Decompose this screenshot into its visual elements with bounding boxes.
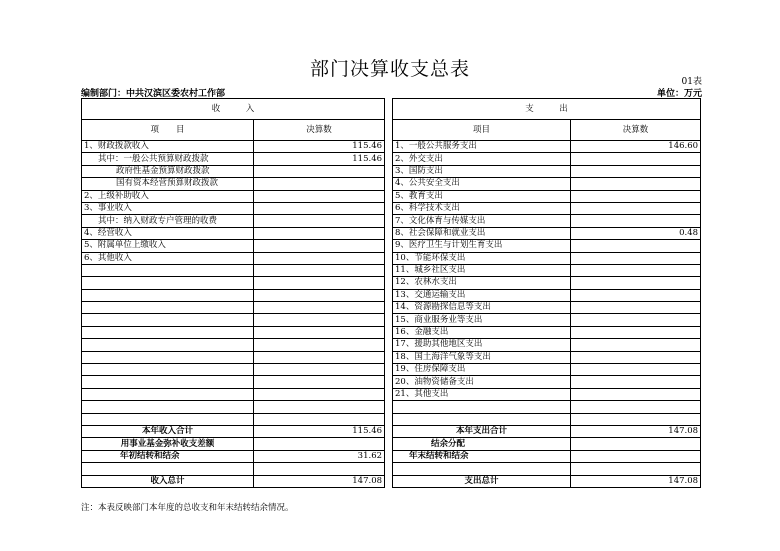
expense-amount-cell: [571, 153, 701, 165]
income-amount-cell: [254, 202, 385, 214]
income-item-cell: 其中：一般公共预算财政拨款: [82, 153, 254, 165]
expense-amount-cell: 146.60: [571, 141, 701, 153]
total-income-amount: [254, 463, 385, 475]
expense-item-cell: [393, 413, 571, 425]
table-row: [82, 202, 701, 214]
total-expense-amount: 147.08: [571, 475, 701, 487]
table-row: [82, 351, 701, 363]
income-amount-cell: [254, 376, 385, 388]
expense-item-cell: 18、国土海洋气象等支出: [393, 351, 571, 363]
income-amount-cell: [254, 302, 385, 314]
table-row: [82, 314, 701, 326]
expense-amount-cell: [571, 240, 701, 252]
total-row: [82, 438, 701, 450]
expense-amount-cell: [571, 252, 701, 264]
footnote: 注：本表反映部门本年度的总收支和年末结转结余情况。: [81, 503, 294, 513]
income-item-header: 项 目: [82, 120, 254, 141]
table-row: [82, 388, 701, 400]
income-amount-cell: [254, 413, 385, 425]
expense-item-header: 项目: [393, 120, 571, 141]
income-item-cell: [82, 364, 254, 376]
income-amount-cell: [254, 264, 385, 276]
income-item-cell: 4、经营收入: [82, 227, 254, 239]
income-amount-cell: [254, 289, 385, 301]
table-row: [82, 190, 701, 202]
total-income-label: [82, 463, 254, 475]
table-row: [82, 141, 701, 153]
table-row: [82, 413, 701, 425]
income-item-cell: [82, 264, 254, 276]
expense-item-cell: 4、公共安全支出: [393, 178, 571, 190]
income-item-cell: [82, 388, 254, 400]
income-item-cell: [82, 289, 254, 301]
expense-amount-cell: 0.48: [571, 227, 701, 239]
income-amount-cell: [254, 314, 385, 326]
expense-item-cell: 17、援助其他地区支出: [393, 339, 571, 351]
income-item-cell: 6、其他收入: [82, 252, 254, 264]
income-item-cell: 政府性基金预算财政拨款: [82, 165, 254, 177]
total-income-amount: 115.46: [254, 425, 385, 437]
income-item-cell: 其中：纳入财政专户管理的收费: [82, 215, 254, 227]
total-income-amount: 147.08: [254, 475, 385, 487]
income-item-cell: [82, 376, 254, 388]
expense-amount-cell: [571, 302, 701, 314]
total-expense-amount: 147.08: [571, 425, 701, 437]
total-expense-label: 支出总计: [393, 475, 571, 487]
table-row: [82, 339, 701, 351]
table-row: [82, 401, 701, 413]
expense-item-cell: 13、交通运输支出: [393, 289, 571, 301]
total-income-label: 用事业基金弥补收支差额: [82, 438, 254, 450]
total-row: [82, 463, 701, 475]
table-row: [82, 376, 701, 388]
income-item-cell: [82, 302, 254, 314]
income-amount-cell: [254, 339, 385, 351]
table-number: 01表: [681, 77, 702, 87]
income-amount-cell: [254, 401, 385, 413]
table-row: [82, 252, 701, 264]
expense-amount-cell: [571, 401, 701, 413]
table-row: [82, 364, 701, 376]
income-item-cell: [82, 401, 254, 413]
table-row: [82, 227, 701, 239]
income-item-cell: [82, 277, 254, 289]
unit-label: 单位：万元: [656, 89, 702, 99]
expense-amount-header: 决算数: [571, 120, 701, 141]
income-item-cell: 3、事业收入: [82, 202, 254, 214]
total-income-label: 年初结转和结余: [82, 450, 254, 462]
total-expense-label: 本年支出合计: [393, 425, 571, 437]
expense-item-cell: 7、文化体育与传媒支出: [393, 215, 571, 227]
expense-amount-cell: [571, 165, 701, 177]
expense-item-cell: 9、医疗卫生与计划生育支出: [393, 240, 571, 252]
total-income-label: 本年收入合计: [82, 425, 254, 437]
total-expense-amount: [571, 463, 701, 475]
table-row: [82, 178, 701, 190]
total-income-amount: 31.62: [254, 450, 385, 462]
expense-amount-cell: [571, 178, 701, 190]
table-row: [82, 326, 701, 338]
expense-amount-cell: [571, 339, 701, 351]
income-item-cell: 1、财政拨款收入: [82, 141, 254, 153]
table-row: [82, 153, 701, 165]
expense-amount-cell: [571, 388, 701, 400]
income-amount-cell: [254, 351, 385, 363]
income-item-cell: 国有资本经营预算财政拨款: [82, 178, 254, 190]
expense-amount-cell: [571, 190, 701, 202]
expense-amount-cell: [571, 215, 701, 227]
total-row: [82, 475, 701, 487]
income-item-cell: [82, 314, 254, 326]
expense-item-cell: 10、节能环保支出: [393, 252, 571, 264]
column-header-row: [82, 120, 701, 141]
income-item-cell: [82, 326, 254, 338]
expense-amount-cell: [571, 364, 701, 376]
expense-item-cell: 16、金融支出: [393, 326, 571, 338]
expense-item-cell: 5、教育支出: [393, 190, 571, 202]
budget-summary-table: [81, 98, 701, 488]
expense-amount-cell: [571, 314, 701, 326]
expense-item-cell: 12、农林水支出: [393, 277, 571, 289]
income-amount-cell: [254, 252, 385, 264]
expense-amount-cell: [571, 351, 701, 363]
table-row: [82, 165, 701, 177]
income-item-cell: 2、上级补助收入: [82, 190, 254, 202]
report-title: 部门决算收支总表: [309, 58, 470, 80]
expense-item-cell: 19、住房保障支出: [393, 364, 571, 376]
expense-item-cell: 3、国防支出: [393, 165, 571, 177]
income-amount-cell: [254, 326, 385, 338]
total-expense-amount: [571, 450, 701, 462]
total-row: [82, 450, 701, 462]
income-amount-cell: [254, 388, 385, 400]
income-amount-cell: [254, 190, 385, 202]
income-item-cell: [82, 351, 254, 363]
total-income-amount: [254, 438, 385, 450]
income-amount-header: 决算数: [254, 120, 385, 141]
expense-item-cell: 2、外交支出: [393, 153, 571, 165]
income-amount-cell: [254, 240, 385, 252]
expense-amount-cell: [571, 289, 701, 301]
table-row: [82, 302, 701, 314]
total-income-label: 收入总计: [82, 475, 254, 487]
income-amount-cell: 115.46: [254, 153, 385, 165]
table-row: [82, 264, 701, 276]
income-item-cell: [82, 339, 254, 351]
income-item-cell: [82, 413, 254, 425]
table-row: [82, 240, 701, 252]
total-expense-label: [393, 463, 571, 475]
expense-item-cell: 15、商业服务业等支出: [393, 314, 571, 326]
income-amount-cell: [254, 215, 385, 227]
expense-amount-cell: [571, 202, 701, 214]
total-row: [82, 425, 701, 437]
expense-item-cell: 14、资源勘探信息等支出: [393, 302, 571, 314]
expense-item-cell: 8、社会保障和就业支出: [393, 227, 571, 239]
expense-amount-cell: [571, 277, 701, 289]
income-amount-cell: [254, 364, 385, 376]
expense-item-cell: 6、科学技术支出: [393, 202, 571, 214]
income-header: 收 入: [82, 99, 385, 120]
expense-item-cell: 20、油物资储备支出: [393, 376, 571, 388]
expense-amount-cell: [571, 326, 701, 338]
expense-item-cell: [393, 401, 571, 413]
expense-item-cell: 21、其他支出: [393, 388, 571, 400]
table-row: [82, 289, 701, 301]
income-item-cell: 5、附属单位上缴收入: [82, 240, 254, 252]
income-amount-cell: [254, 277, 385, 289]
expense-amount-cell: [571, 376, 701, 388]
expense-amount-cell: [571, 264, 701, 276]
table-row: [82, 277, 701, 289]
expense-amount-cell: [571, 413, 701, 425]
total-expense-label: 结余分配: [393, 438, 571, 450]
department-label: 编制部门：中共汉滨区委农村工作部: [81, 89, 226, 99]
section-header-row: [82, 99, 701, 120]
total-expense-label: 年末结转和结余: [393, 450, 571, 462]
income-amount-cell: [254, 178, 385, 190]
income-amount-cell: 115.46: [254, 141, 385, 153]
expense-item-cell: 1、一般公共服务支出: [393, 141, 571, 153]
expense-item-cell: 11、城乡社区支出: [393, 264, 571, 276]
income-amount-cell: [254, 227, 385, 239]
expense-header: 支 出: [393, 99, 701, 120]
income-amount-cell: [254, 165, 385, 177]
total-expense-amount: [571, 438, 701, 450]
table-row: [82, 215, 701, 227]
